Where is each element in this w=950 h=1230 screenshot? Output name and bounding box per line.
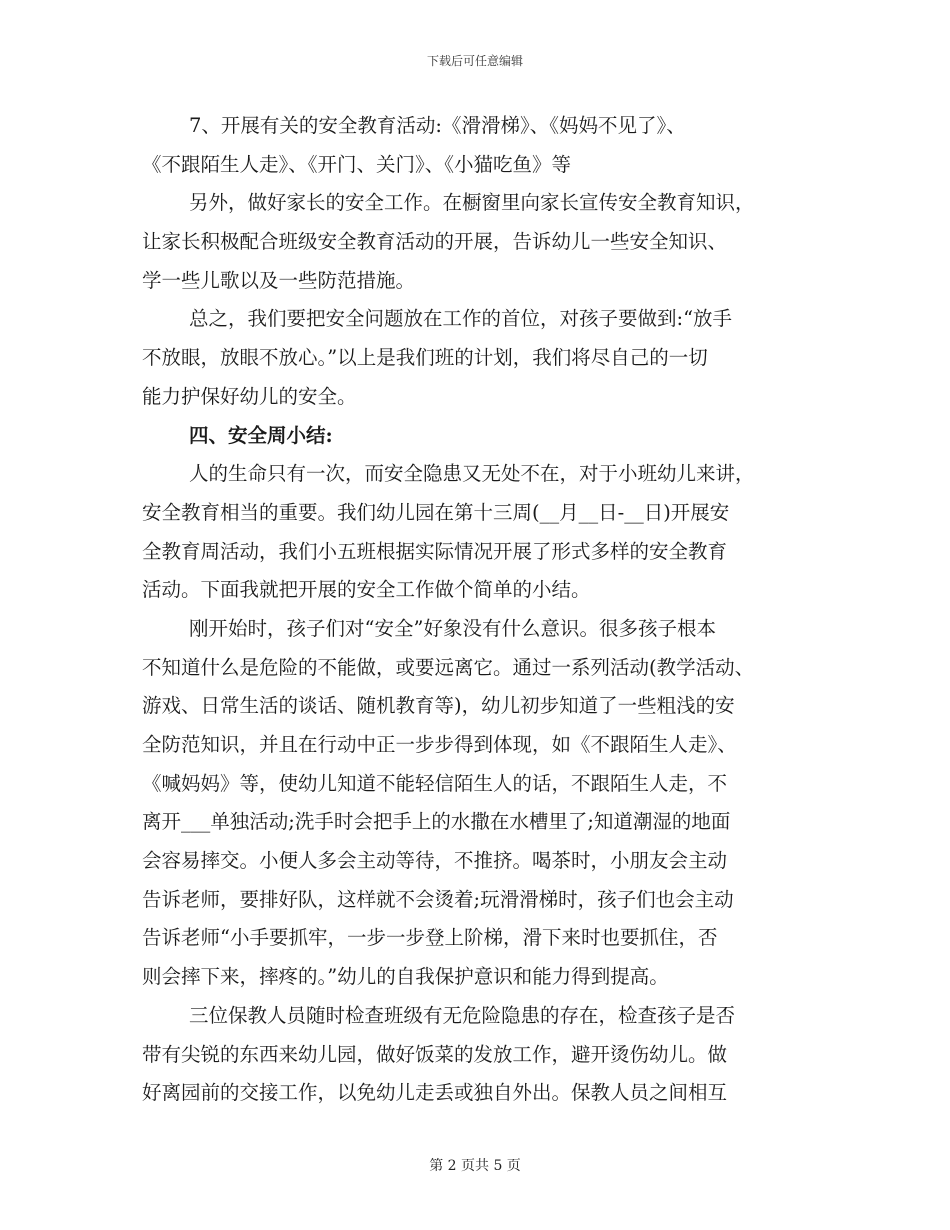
text-line: 刚开始时，孩子们对“安全”好象没有什么意识。很多孩子根本 xyxy=(189,616,716,640)
text-line: 全防范知识，并且在行动中正一步步得到体现，如《不跟陌生人走》、 xyxy=(142,733,737,756)
text-line: 《喊妈妈》等，使幼儿知道不能轻信陌生人的话，不跟陌生人走，不 xyxy=(142,771,728,795)
document-body xyxy=(142,107,822,1113)
text-line: 让家长积极配合班级安全教育活动的开展，告诉幼儿一些安全知识、 xyxy=(142,230,728,254)
text-line: 《不跟陌生人走》、《开门、关门》、《小猫吃鱼》等 xyxy=(142,152,572,176)
text-line: 游戏、日常生活的谈话、随机教育等)，幼儿初步知道了一些粗浅的安 xyxy=(142,694,735,718)
text-line: 总之，我们要把安全问题放在工作的首位，对孩子要做到:“放手 xyxy=(189,307,733,331)
text-line: 全教育周活动，我们小五班根据实际情况开展了形式多样的安全教育 xyxy=(142,539,728,563)
text-line: 不知道什么是危险的不能做，或要远离它。通过一系列活动(教学活动、 xyxy=(142,655,755,679)
text-line: 会容易摔交。小便人多会主动等待，不推挤。喝茶时，小朋友会主动 xyxy=(142,849,728,873)
text-line: 离开___单独活动;洗手时会把手上的水撒在水槽里了;知道潮湿的地面 xyxy=(142,810,731,834)
text-line: 安全教育相当的重要。我们幼儿园在第十三周(__月__日-__日)开展安 xyxy=(142,500,730,524)
text-line: 能力护保好幼儿的安全。 xyxy=(142,384,357,408)
text-line: 7、开展有关的安全教育活动:《滑滑梯》、《妈妈不见了》、 xyxy=(189,114,686,137)
text-line: 告诉老师“小手要抓牢，一步一步登上阶梯，滑下来时也要抓住，否 xyxy=(142,926,718,950)
text-line: 带有尖锐的东西来幼儿园，做好饭菜的发放工作，避开烫伤幼儿。做 xyxy=(142,1042,728,1066)
text-line: 告诉老师，要排好队，这样就不会烫着;玩滑滑梯时，孩子们也会主动 xyxy=(142,887,734,911)
text-line: 好离园前的交接工作，以免幼儿走丢或独自外出。保教人员之间相互 xyxy=(142,1081,728,1105)
text-line: 人的生命只有一次，而安全隐患又无处不在，对于小班幼儿来讲， xyxy=(189,462,755,486)
text-line: 另外，做好家长的安全工作。在橱窗里向家长宣传安全教育知识， xyxy=(189,191,755,215)
section-heading: 四、安全周小结: xyxy=(189,423,333,447)
page-header: 下载后可任意编辑 xyxy=(426,54,523,68)
page-footer: 第 2 页共 5 页 xyxy=(429,1158,521,1174)
text-line: 学一些儿歌以及一些防范措施。 xyxy=(142,268,416,292)
text-line: 则会摔下来，摔疼的。”幼儿的自我保护意识和能力得到提高。 xyxy=(142,965,669,989)
text-line: 不放眼，放眼不放心。”以上是我们班的计划，我们将尽自己的一切 xyxy=(142,346,708,370)
text-line: 活动。下面我就把开展的安全工作做个简单的小结。 xyxy=(142,578,591,602)
text-line: 三位保教人员随时检查班级有无危险隐患的存在，检查孩子是否 xyxy=(189,1003,736,1027)
